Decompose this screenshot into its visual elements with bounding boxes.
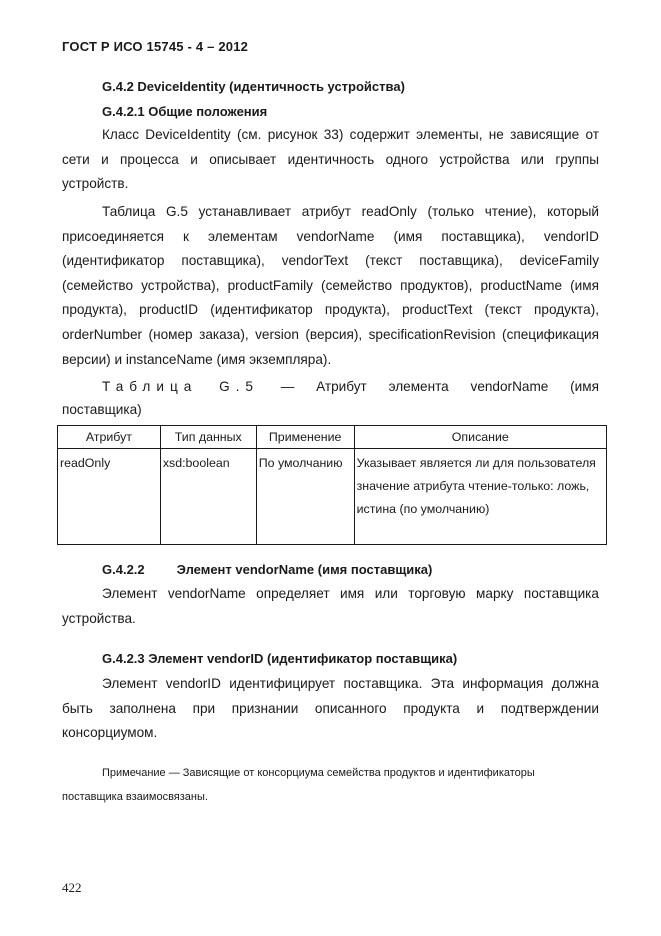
note-line-1: Примечание — Зависящие от консорциума семейства продуктов и идентификаторы — [102, 767, 535, 779]
caption-word: Таблица — [102, 379, 198, 394]
section-name-g422: Элемент vendorName (имя поставщика) — [176, 562, 433, 577]
caption-word-3: vendorName — [470, 379, 549, 394]
caption-dash: — — [280, 379, 295, 394]
caption-word-4: (имя — [570, 379, 599, 394]
header-attribute: Атрибут — [58, 426, 161, 449]
cell-data-type: xsd:boolean — [160, 449, 256, 545]
paragraph-deviceidentity: Класс DeviceIdentity (см. рисунок 33) содержит элементы, не зависящие от сети и процесса и описывает идентичность одного устройства или группы устройств. — [62, 127, 599, 192]
page-number: 422 — [62, 880, 82, 895]
paragraph-vendorid: Элемент vendorID идентифицирует поставщика. Эта информация должна быть заполнена при признании описанного продукта и подтверждении консорциумом. — [62, 676, 599, 741]
section-title-g422 — [102, 562, 432, 577]
cell-description: Указывает является ли для пользователя значение атрибута чтение-только: ложь, истина (по умолчанию) — [354, 449, 606, 545]
cell-attribute: readOnly — [58, 449, 161, 545]
header-usage: Применение — [256, 426, 354, 449]
section-number-g422: G.4.2.2 — [102, 562, 145, 577]
header-description: Описание — [354, 426, 606, 449]
caption-word-1: Атрибут — [316, 379, 367, 394]
caption-number: G.5 — [219, 379, 259, 394]
section-title-g423: G.4.2.3 Элемент vendorID (идентификатор поставщика) — [102, 651, 458, 666]
section-title-g421: G.4.2.1 Общие положения — [102, 104, 268, 119]
section-title-g42: G.4.2 DeviceIdentity (идентичность устройства) — [102, 79, 405, 94]
table-caption — [62, 375, 599, 421]
document-header: ГОСТ Р ИСО 15745 - 4 – 2012 — [62, 39, 249, 54]
note-line-2: поставщика взаимосвязаны. — [62, 791, 208, 803]
paragraph-vendorname: Элемент vendorName определяет имя или торговую марку поставщика устройства. — [62, 586, 599, 626]
paragraph-table-intro: Таблица G.5 устанавливает атрибут readOnly (только чтение), который присоединяется к элементам vendorName (имя поставщика), vendorID (идентификатор поставщика), vendorText (текст поставщика), deviceFamily (семейство устройства), productFamily (семейство продуктов), productName (имя продукта), productID (идентификатор продукта), productText (текст продукта), orderNumber (номер заказа), version (версия), specificationRevision (спецификация версии) и instanceName (имя экземпляра). — [62, 204, 599, 367]
caption-word-2: элемента — [388, 379, 449, 394]
header-data-type: Тип данных — [160, 426, 256, 449]
table-header-row — [58, 426, 607, 449]
cell-usage: По умолчанию — [256, 449, 354, 545]
table-row — [58, 449, 607, 545]
table-caption-line1 — [62, 375, 599, 398]
table-caption-line2: поставщика) — [62, 402, 142, 417]
attribute-table — [57, 425, 607, 545]
